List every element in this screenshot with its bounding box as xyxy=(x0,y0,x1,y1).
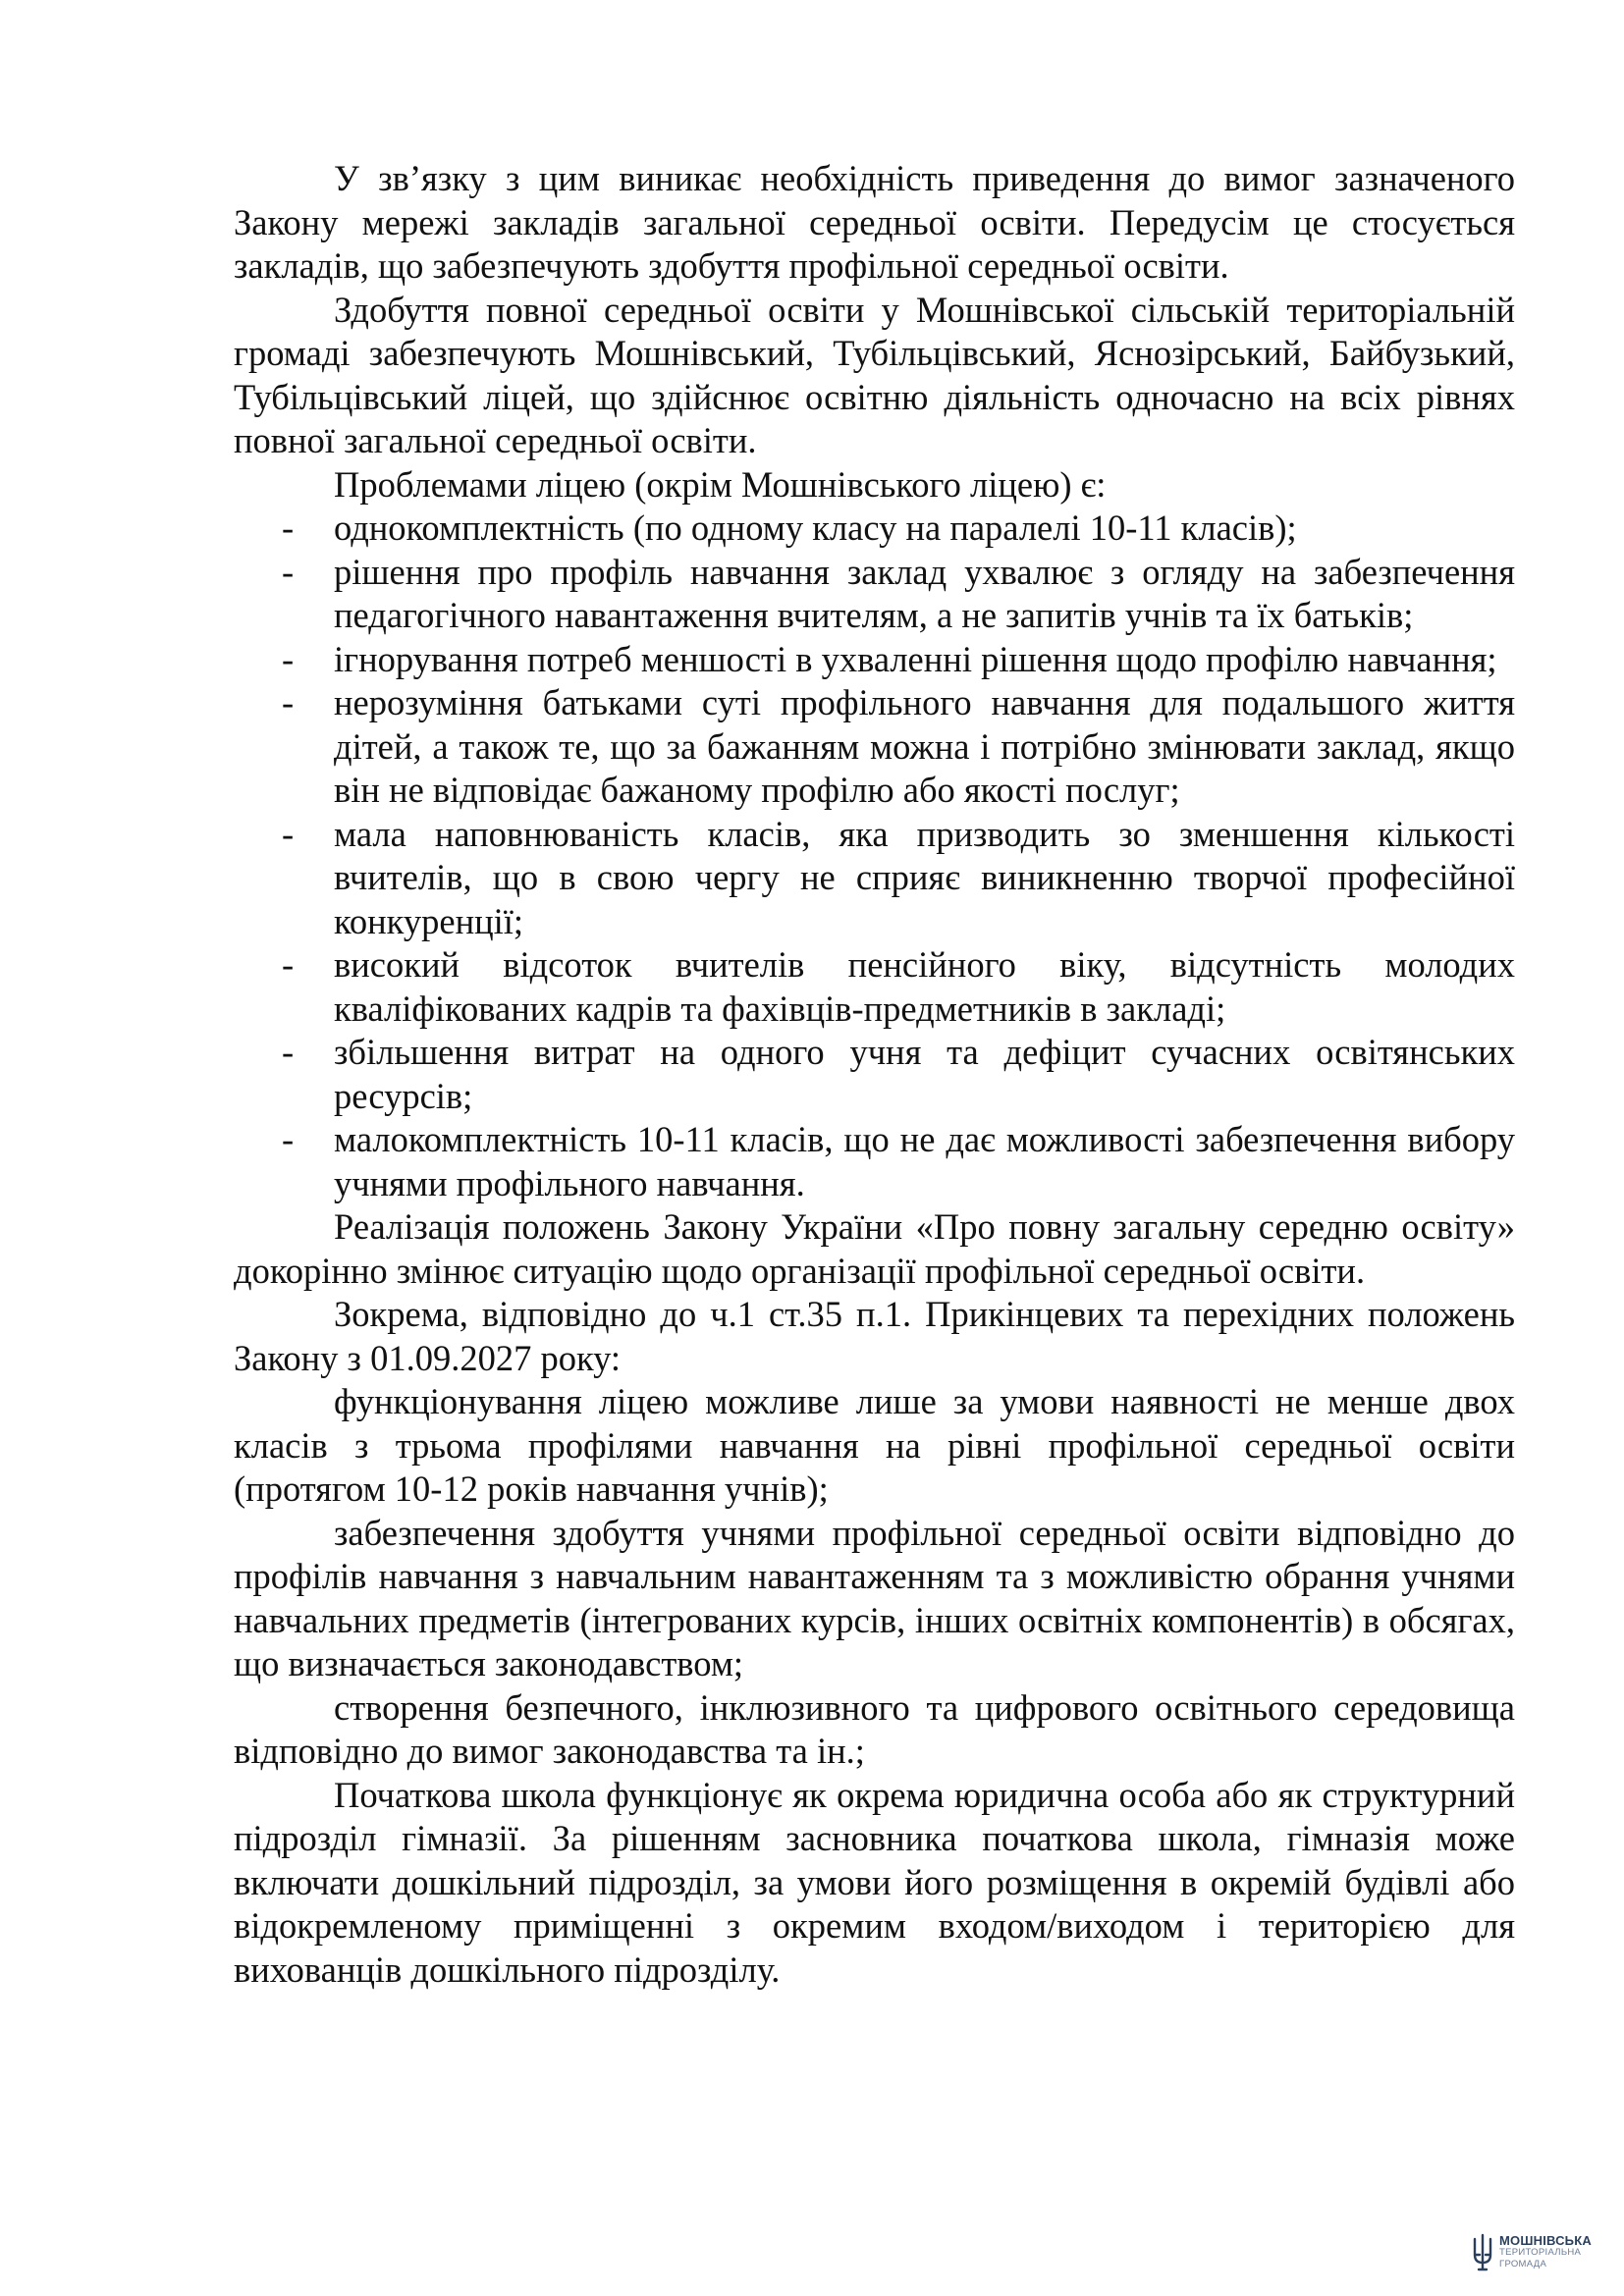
paragraph-network-requirement: У зв’язку з цим виникає необхідність приведення до вимог зазначеного Закону мережі закладів загальної середньої освіти. Передусім це стосується закладів, що забезпечують здобуття профільної середньої освіти. xyxy=(234,158,1515,286)
bullet-marker: - xyxy=(282,551,295,592)
paragraph-lyceum-functioning: функціонування ліцею можливе лише за умови наявності не менше двох класів з трьома профілями навчання на рівні профільної середньої освіти (протягом 10-12 років навчання учнів); xyxy=(234,1381,1515,1509)
list-item xyxy=(234,551,1515,638)
list-item xyxy=(234,813,1515,944)
bullet-marker: - xyxy=(282,507,295,548)
list-item-text: рішення про профіль навчання заклад ухвалює з огляду на забезпечення педагогічного навантаження вчителям, а не запитів учнів та їх батьків; xyxy=(334,551,1515,635)
document-body xyxy=(234,157,1515,1992)
logo-line-3: ГРОМАДА xyxy=(1499,2259,1547,2269)
list-item-text: малокомплектність 10-11 класів, що не дає можливості забезпечення вибору учнями профільного навчання. xyxy=(334,1119,1515,1203)
list-item xyxy=(234,507,1515,551)
paragraph-transitional-provisions: Зокрема, відповідно до ч.1 ст.35 п.1. Прикінцевих та перехідних положень Закону з 01.09.2027 року: xyxy=(234,1294,1515,1378)
logo-line-2: ТЕРИТОРІАЛЬНА xyxy=(1499,2247,1582,2258)
list-item-text: збільшення витрат на одного учня та дефіцит сучасних освітянських ресурсів; xyxy=(334,1032,1515,1116)
trident-icon xyxy=(1471,2233,1494,2272)
list-item-text: однокомплектність (по одному класу на паралелі 10-11 класів); xyxy=(334,507,1297,548)
bullet-marker: - xyxy=(282,682,295,722)
paragraph-safe-environment: створення безпечного, інклюзивного та цифрового освітнього середовища відповідно до вимог законодавства та ін.; xyxy=(234,1686,1515,1771)
bullet-marker: - xyxy=(282,1119,295,1159)
paragraph-problems-intro: Проблемами ліцею (окрім Мошнівського ліцею) є: xyxy=(334,463,1107,505)
list-item-text: нерозуміння батьками суті профільного навчання для подальшого життя дітей, а також те, що за бажанням можна і потрібно змінювати заклад, якщо він не відповідає бажаному профілю або якості послуг; xyxy=(334,682,1515,810)
paragraph-lyceums-list: Здобуття повної середньої освіти у Мошнівської сільській територіальній громаді забезпечують Мошнівський, Тубільцівський, Яснозірський, Байбузький, Тубільцівський ліцей, що здійснює освітню діяльність одночасно на всіх рівнях повної загальної середньої освіти. xyxy=(234,289,1515,460)
bullet-marker: - xyxy=(282,813,295,854)
list-item xyxy=(234,1118,1515,1205)
paragraph-profile-education: забезпечення здобуття учнями профільної середньої освіти відповідно до профілів навчання з навчальним навантаженням та з можливістю обрання учнями навчальних предметів (інтегрованих курсів, інших освітніх компонентів) в обсягах, що визначається законодавством; xyxy=(234,1512,1515,1683)
community-logo xyxy=(1471,2230,1608,2275)
paragraph-law-implementation: Реалізація положень Закону України «Про повну загальну середню освіту» докорінно змінює ситуацію щодо організації профільної середньої освіти. xyxy=(234,1206,1515,1291)
list-item-text: ігнорування потреб меншості в ухваленні рішення щодо профілю навчання; xyxy=(334,638,1497,679)
list-item xyxy=(234,943,1515,1031)
list-item xyxy=(234,638,1515,682)
paragraph-primary-school: Початкова школа функціонує як окрема юридична особа або як структурний підрозділ гімназії. За рішенням засновника початкова школа, гімназія може включати дошкільний підрозділ, за умови його розміщення в окремій будівлі або відокремленому приміщенні з окремим входом/виходом і територією для вихованців дошкільного підрозділу. xyxy=(234,1774,1515,1990)
logo-line-1: МОШНІВСЬКА xyxy=(1499,2233,1592,2248)
problems-list xyxy=(234,507,1515,1205)
list-item-text: мала наповнюваність класів, яка призводить зо зменшення кількості вчителів, що в свою чергу не сприяє виникненню творчої професійної конкуренції; xyxy=(334,813,1515,941)
list-item xyxy=(234,681,1515,813)
bullet-marker: - xyxy=(282,1032,295,1072)
bullet-marker: - xyxy=(282,944,295,985)
list-item xyxy=(234,1031,1515,1118)
list-item-text: високий відсоток вчителів пенсійного віку, відсутність молодих кваліфікованих кадрів та фахівців-предметників в закладі; xyxy=(334,944,1515,1029)
bullet-marker: - xyxy=(282,638,295,679)
